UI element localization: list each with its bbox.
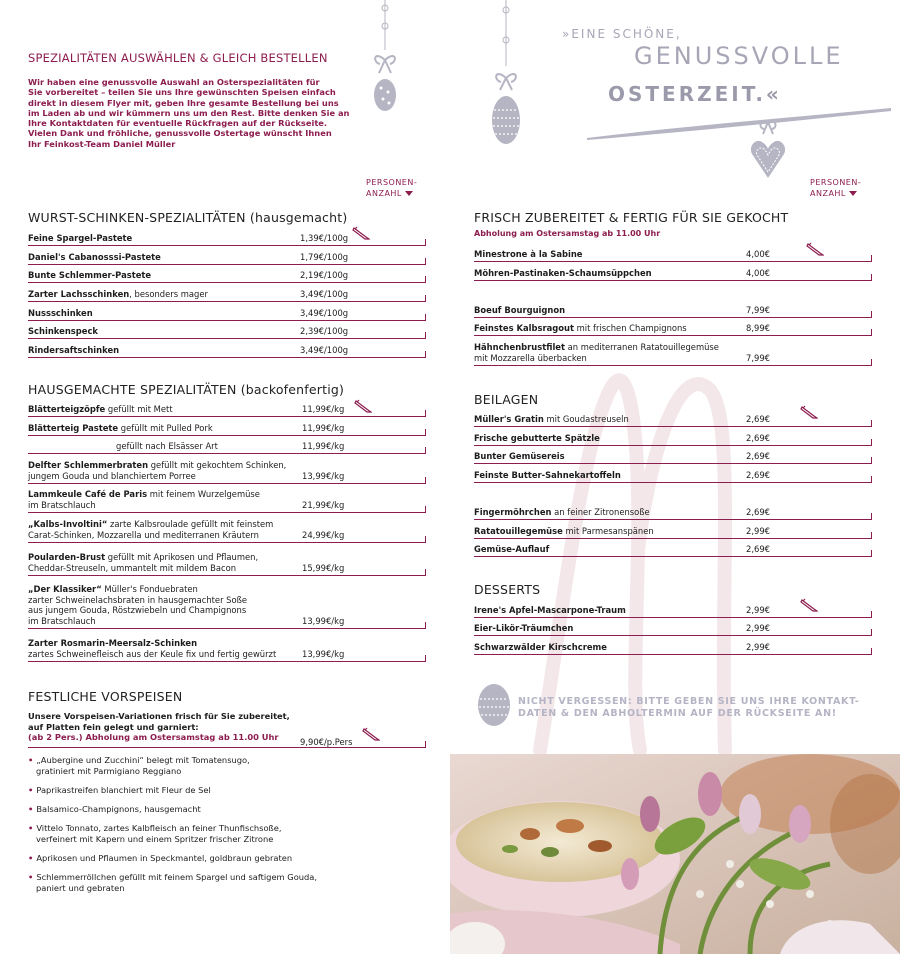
item-price: 2,99€ bbox=[746, 526, 770, 536]
list-item-text: Balsamico-Champignons, hausgemacht bbox=[36, 804, 201, 814]
order-line-tick bbox=[871, 359, 872, 366]
item-price: 2,99€ bbox=[746, 605, 770, 615]
order-line[interactable] bbox=[474, 556, 872, 557]
item-name-bold: Delfter Schlemmerbraten bbox=[28, 460, 149, 470]
item-name bbox=[474, 605, 626, 616]
pencil-icon bbox=[362, 727, 380, 741]
order-line-tick bbox=[425, 447, 426, 454]
personen-line1: PERSONEN- bbox=[366, 178, 418, 187]
list-item bbox=[28, 755, 250, 776]
item-price: 2,69€ bbox=[746, 470, 770, 480]
item-price: 2,99€ bbox=[746, 623, 770, 633]
item-name-bold: Bunte Schlemmer-Pastete bbox=[28, 270, 152, 280]
order-line-tick bbox=[871, 255, 872, 262]
item-name-bold: Zarter Rosmarin-Meersalz-Schinken bbox=[28, 638, 198, 648]
item-desc: an feiner Zitronensoße bbox=[551, 507, 650, 517]
order-line[interactable] bbox=[474, 654, 872, 655]
list-item-text: verfeinert mit Kapern und einem Spritzer frischer Zitrone bbox=[36, 833, 274, 844]
menu-item-row bbox=[474, 526, 872, 540]
order-line[interactable] bbox=[28, 661, 426, 662]
item-name bbox=[28, 638, 276, 659]
item-price: 4,00€ bbox=[746, 249, 770, 259]
order-line[interactable] bbox=[28, 357, 426, 358]
menu-item-row bbox=[28, 460, 426, 484]
item-price: 2,69€ bbox=[746, 414, 770, 424]
order-line[interactable] bbox=[28, 282, 426, 283]
item-name bbox=[474, 526, 654, 537]
menu-item-row bbox=[474, 623, 872, 637]
hanging-heart-ornament-icon bbox=[748, 118, 788, 182]
caret-down-icon bbox=[849, 191, 857, 196]
order-line-tick bbox=[871, 457, 872, 464]
item-desc-line2: Cheddar-Streuseln, ummantelt mit mildem Bacon bbox=[28, 562, 237, 573]
order-line-tick bbox=[425, 429, 426, 436]
item-name bbox=[28, 404, 173, 415]
item-name bbox=[474, 268, 652, 279]
order-line[interactable] bbox=[474, 463, 872, 464]
item-price: 2,69€ bbox=[746, 433, 770, 443]
menu-item-row bbox=[28, 270, 426, 284]
item-price: 7,99€ bbox=[746, 352, 770, 363]
order-line[interactable] bbox=[28, 453, 426, 454]
intro-text bbox=[28, 77, 358, 149]
order-line[interactable] bbox=[474, 261, 872, 262]
order-line[interactable] bbox=[474, 335, 872, 336]
item-name-bold: Blätterteig Pastete bbox=[28, 423, 119, 433]
item-price: 2,39€/100g bbox=[300, 326, 349, 336]
item-price: 21,99€/kg bbox=[302, 499, 345, 510]
bullet-icon: • bbox=[28, 804, 34, 814]
item-price: 13,99€/kg bbox=[302, 615, 345, 626]
menu-item-row bbox=[28, 326, 426, 340]
order-line-tick bbox=[871, 274, 872, 281]
menu-item-row bbox=[474, 451, 872, 465]
menu-item-row bbox=[474, 342, 872, 366]
item-name bbox=[116, 441, 218, 452]
section-title-beilagen: BEILAGEN bbox=[474, 392, 539, 407]
item-name bbox=[474, 623, 573, 634]
order-line-tick bbox=[425, 741, 426, 748]
item-name-bold: Lammkeule Café de Paris bbox=[28, 489, 148, 499]
item-name-bold: Rindersaftschinken bbox=[28, 345, 120, 355]
menu-item-row bbox=[28, 308, 426, 322]
order-line[interactable] bbox=[474, 280, 872, 281]
list-item bbox=[28, 823, 282, 844]
personen-anzahl-label-left bbox=[366, 177, 417, 199]
bullet-icon: • bbox=[28, 755, 34, 765]
quote-line3: OSTERZEIT.« bbox=[608, 82, 782, 106]
intro-line: im Laden ab und wir kümmern uns um den Rest. Bitte denken Sie an bbox=[28, 107, 350, 118]
item-name-bold: Schwarzwälder Kirschcreme bbox=[474, 642, 607, 652]
item-price: 2,99€ bbox=[746, 642, 770, 652]
menu-item-row bbox=[474, 507, 872, 521]
personen-line2-text: ANZAHL bbox=[366, 189, 402, 198]
item-name bbox=[28, 584, 247, 626]
order-line-tick bbox=[871, 439, 872, 446]
item-desc-line3: aus jungem Gouda, Röstzwiebeln und Champignons bbox=[28, 605, 247, 615]
menu-item-row bbox=[474, 268, 872, 282]
item-desc: mit frischen Champignons bbox=[573, 323, 687, 333]
bullet-icon: • bbox=[28, 823, 34, 833]
order-line-tick bbox=[871, 550, 872, 557]
section-title-desserts: DESSERTS bbox=[474, 582, 541, 597]
quote-line1: »EINE SCHÖNE, bbox=[562, 27, 682, 41]
item-name-bold: Fingermöhrchen bbox=[474, 507, 552, 517]
item-price: 2,69€ bbox=[746, 451, 770, 461]
menu-item-row bbox=[28, 233, 426, 247]
item-name-bold: Möhren-Pastinaken-Schaumsüppchen bbox=[474, 268, 652, 278]
item-name bbox=[28, 289, 208, 300]
item-name bbox=[28, 308, 93, 319]
item-name bbox=[28, 252, 161, 263]
vorspeisen-sub2: auf Platten fein gelegt und garniert: bbox=[28, 721, 199, 732]
item-price: 11,99€/kg bbox=[302, 423, 345, 433]
item-price: 4,00€ bbox=[746, 268, 770, 278]
item-desc-line2: zarter Schweinelachsbraten in hausgemachter Soße bbox=[28, 594, 248, 605]
intro-line: Ihre Kontaktdaten für eventuelle Rückfragen auf der Rückseite. bbox=[28, 118, 328, 129]
menu-item-row bbox=[28, 552, 426, 576]
item-name bbox=[28, 423, 213, 434]
intro-line: Vielen Dank und fröhliche, genussvolle Ostertage wünscht Ihnen bbox=[28, 128, 332, 139]
item-desc-line2: Carat-Schinken, Mozzarella und mediterranen Kräutern bbox=[28, 529, 259, 540]
item-name bbox=[474, 642, 607, 653]
section-title-frisch: FRISCH ZUBEREITET & FERTIG FÜR SIE GEKOCHT bbox=[474, 210, 789, 225]
item-name bbox=[28, 489, 260, 510]
vorspeisen-price: 9,90€/p.Pers bbox=[300, 737, 353, 747]
item-desc: gefüllt mit gekochtem Schinken, bbox=[148, 460, 287, 470]
order-line[interactable] bbox=[474, 365, 872, 366]
menu-item-row bbox=[474, 470, 872, 484]
order-line[interactable] bbox=[474, 538, 872, 539]
menu-item-row bbox=[474, 642, 872, 656]
item-desc: gefüllt nach Elsässer Art bbox=[116, 441, 218, 451]
order-line[interactable] bbox=[28, 320, 426, 321]
order-line-tick bbox=[425, 295, 426, 302]
item-price: 15,99€/kg bbox=[302, 562, 345, 573]
swoosh-decoration bbox=[585, 104, 895, 144]
order-line-tick bbox=[871, 311, 872, 318]
order-line[interactable] bbox=[474, 519, 872, 520]
list-item bbox=[28, 785, 211, 796]
order-line-tick bbox=[425, 655, 426, 662]
personen-anzahl-label-right bbox=[810, 177, 861, 199]
item-desc: an mediterranen Ratatouillegemüse bbox=[565, 342, 719, 352]
caret-down-icon bbox=[405, 191, 413, 196]
order-line-tick bbox=[425, 622, 426, 629]
personen-line2 bbox=[366, 188, 417, 199]
intro-line: Wir haben eine genussvolle Auswahl an Osterspezialitäten für bbox=[28, 77, 320, 87]
item-price: 13,99€/kg bbox=[302, 470, 345, 481]
bullet-icon: • bbox=[28, 785, 34, 795]
item-name-bold: Müller's Gratin bbox=[474, 414, 544, 424]
item-name-bold: Schinkenspeck bbox=[28, 326, 98, 336]
item-name-bold: Irene's Apfel-Mascarpone-Traum bbox=[474, 605, 626, 615]
frisch-pickup-note: Abholung am Ostersamstag ab 11.00 Uhr bbox=[474, 229, 661, 238]
order-line[interactable] bbox=[28, 301, 426, 302]
item-name-bold: Feine Spargel-Pastete bbox=[28, 233, 133, 243]
item-name bbox=[28, 345, 119, 356]
list-item-text: „Aubergine und Zucchini“ belegt mit Tomatensugo, bbox=[36, 755, 250, 765]
list-item bbox=[28, 804, 201, 815]
item-name-bold: Boeuf Bourguignon bbox=[474, 305, 566, 315]
item-price: 3,49€/100g bbox=[300, 308, 349, 318]
item-name bbox=[474, 451, 565, 462]
item-name-bold: Ratatouillegemüse bbox=[474, 526, 563, 536]
order-line-tick bbox=[871, 329, 872, 336]
intro-line: Ihr Feinkost-Team Daniel Müller bbox=[28, 138, 176, 149]
intro-line: direkt in diesem Flyer mit, geben Ihre gesamte Bestellung bei uns bbox=[28, 97, 339, 108]
item-desc: mit feinem Wurzelgemüse bbox=[147, 489, 260, 499]
menu-item-row bbox=[28, 404, 426, 418]
order-line[interactable] bbox=[28, 512, 426, 513]
menu-item-row bbox=[28, 638, 426, 662]
item-price: 7,99€ bbox=[746, 305, 770, 315]
menu-item-row bbox=[28, 252, 426, 266]
menu-item-row bbox=[28, 519, 426, 543]
order-line-tick bbox=[425, 569, 426, 576]
item-name-bold: Bunter Gemüsereis bbox=[474, 451, 565, 461]
order-line-tick bbox=[425, 536, 426, 543]
vorspeisen-sub1: Unsere Vorspeisen-Variationen frisch für Sie zubereitet, bbox=[28, 711, 290, 721]
order-line-tick bbox=[871, 476, 872, 483]
list-item-text: gratiniert mit Parmigiano Reggiano bbox=[36, 765, 182, 776]
order-line-tick bbox=[425, 258, 426, 265]
item-name bbox=[474, 305, 565, 316]
order-line-tick bbox=[425, 314, 426, 321]
item-price: 2,19€/100g bbox=[300, 270, 349, 280]
section-title-haus: HAUSGEMACHTE SPEZIALITÄTEN (backofenfertig) bbox=[28, 382, 345, 397]
item-desc: mit Parmesanspänen bbox=[562, 526, 654, 536]
item-name bbox=[474, 249, 582, 260]
quote-line2: GENUSSVOLLE bbox=[634, 42, 844, 70]
reminder-line2: DATEN & DEN ABHOLTERMIN AUF DER RÜCKSEITE AN! bbox=[518, 708, 837, 719]
personen-line2 bbox=[810, 188, 861, 199]
order-line-tick bbox=[425, 239, 426, 246]
order-line-tick bbox=[425, 332, 426, 339]
item-price: 11,99€/kg bbox=[302, 404, 345, 414]
item-price: 24,99€/kg bbox=[302, 529, 345, 540]
order-line-tick bbox=[871, 648, 872, 655]
order-line[interactable] bbox=[474, 445, 872, 446]
item-name bbox=[28, 326, 98, 337]
item-desc-line4: im Bratschlauch bbox=[28, 615, 96, 626]
menu-item-row bbox=[474, 249, 872, 263]
list-item bbox=[28, 853, 292, 864]
order-line-tick bbox=[425, 410, 426, 417]
item-name-bold: Gemüse-Auflauf bbox=[474, 544, 550, 554]
item-desc: gefüllt mit Pulled Pork bbox=[118, 423, 213, 433]
order-line[interactable] bbox=[474, 426, 872, 427]
item-name-bold: Daniel's Cabanosssi-Pastete bbox=[28, 252, 161, 262]
item-name-bold: Hähnchenbrustfilet bbox=[474, 342, 565, 352]
order-line[interactable] bbox=[28, 628, 426, 629]
item-name bbox=[28, 233, 132, 244]
item-name-bold: Frische gebutterte Spätzle bbox=[474, 433, 600, 443]
item-name-bold: Blätterteigzöpfe bbox=[28, 404, 106, 414]
item-name-bold: Feinstes Kalbsragout bbox=[474, 323, 574, 333]
order-line[interactable] bbox=[474, 635, 872, 636]
menu-item-row bbox=[28, 584, 426, 630]
order-line-tick bbox=[871, 532, 872, 539]
menu-item-row bbox=[474, 433, 872, 447]
list-item-text: Paprikastreifen blanchiert mit Fleur de Sel bbox=[36, 785, 211, 795]
order-line-tick bbox=[871, 611, 872, 618]
item-name-bold: Feinste Butter-Sahnekartoffeln bbox=[474, 470, 621, 480]
order-line[interactable] bbox=[28, 338, 426, 339]
item-price: 1,79€/100g bbox=[300, 252, 349, 262]
item-desc-line2: im Bratschlauch bbox=[28, 499, 96, 510]
item-name-bold: Zarter Lachsschinken bbox=[28, 289, 130, 299]
hanging-egg-ornament-icon bbox=[488, 0, 524, 155]
item-desc: mit Goudastreuseln bbox=[543, 414, 629, 424]
item-name-bold: „Kalbs-Involtini“ bbox=[28, 519, 108, 529]
menu-item-row bbox=[474, 323, 872, 337]
item-name bbox=[474, 414, 629, 425]
menu-item-row bbox=[28, 345, 426, 359]
list-item-text: Vittelo Tonnato, zartes Kalbfleisch an feiner Thunfischsoße, bbox=[36, 823, 282, 833]
order-line[interactable] bbox=[474, 617, 872, 618]
order-line-tick bbox=[871, 420, 872, 427]
hanging-egg-ornament-icon bbox=[368, 0, 404, 115]
item-name bbox=[28, 460, 286, 481]
menu-item-row bbox=[474, 414, 872, 428]
item-desc: , besonders mager bbox=[129, 289, 208, 299]
order-line[interactable] bbox=[28, 483, 426, 484]
item-name-bold: Minestrone à la Sabine bbox=[474, 249, 583, 259]
menu-item-row bbox=[28, 289, 426, 303]
order-line-tick bbox=[425, 351, 426, 358]
menu-item-row bbox=[474, 544, 872, 558]
order-line[interactable] bbox=[28, 747, 426, 748]
order-line[interactable] bbox=[28, 575, 426, 576]
menu-item-row bbox=[474, 305, 872, 319]
order-line-tick bbox=[425, 506, 426, 513]
item-name-bold: Poularden-Brust bbox=[28, 552, 106, 562]
personen-line1: PERSONEN- bbox=[810, 178, 862, 187]
intro-line: Sie vorbereitet – teilen Sie uns Ihre gewünschten Speisen einfach bbox=[28, 87, 336, 98]
order-line[interactable] bbox=[28, 264, 426, 265]
reminder-line1: NICHT VERGESSEN: BITTE GEBEN SIE UNS IHRE KONTAKT- bbox=[518, 696, 860, 707]
order-line-tick bbox=[871, 513, 872, 520]
item-desc: gefüllt mit Aprikosen und Pflaumen, bbox=[105, 552, 259, 562]
order-line[interactable] bbox=[28, 435, 426, 436]
item-price: 2,69€ bbox=[746, 544, 770, 554]
item-price: 3,49€/100g bbox=[300, 289, 349, 299]
item-name bbox=[474, 470, 621, 481]
list-item-text: Schlemmerröllchen gefüllt mit feinem Spargel und saftigem Gouda, bbox=[36, 872, 318, 882]
personen-line2-text: ANZAHL bbox=[810, 189, 846, 198]
order-line[interactable] bbox=[28, 542, 426, 543]
item-name-bold: „Der Klassiker“ bbox=[28, 584, 102, 594]
item-desc: zarte Kalbsroulade gefüllt mit feinstem bbox=[107, 519, 274, 529]
item-name bbox=[474, 544, 549, 555]
item-name bbox=[28, 270, 151, 281]
item-price: 3,49€/100g bbox=[300, 345, 349, 355]
bullet-icon: • bbox=[28, 872, 34, 882]
item-name bbox=[28, 519, 273, 540]
item-price: 1,39€/100g bbox=[300, 233, 349, 243]
bullet-icon: • bbox=[28, 853, 34, 863]
item-name-bold: Eier-Likör-Träumchen bbox=[474, 623, 574, 633]
section-title-wurst: WURST-SCHINKEN-SPEZIALITÄTEN (hausgemacht) bbox=[28, 210, 348, 225]
order-line[interactable] bbox=[474, 482, 872, 483]
menu-item-row bbox=[28, 489, 426, 513]
section-title-vorspeisen: FESTLICHE VORSPEISEN bbox=[28, 689, 183, 704]
egg-icon bbox=[476, 681, 512, 727]
item-desc: gefüllt mit Mett bbox=[105, 404, 173, 414]
menu-item-row bbox=[474, 605, 872, 619]
item-price: 2,69€ bbox=[746, 507, 770, 517]
order-line-tick bbox=[425, 477, 426, 484]
item-name bbox=[28, 552, 258, 573]
easter-food-photo bbox=[450, 754, 900, 954]
item-desc-line2: jungem Gouda und blanchiertem Porree bbox=[28, 470, 196, 481]
list-item-text: Aprikosen und Pflaumen in Speckmantel, goldbraun gebraten bbox=[36, 853, 293, 863]
item-desc: Müller's Fonduebraten bbox=[101, 584, 198, 594]
vorspeisen-pickup-note: (ab 2 Pers.) Abholung am Ostersamstag ab 11.00 Uhr bbox=[28, 732, 279, 742]
order-line[interactable] bbox=[474, 317, 872, 318]
order-line[interactable] bbox=[28, 245, 426, 246]
item-name bbox=[474, 507, 650, 518]
list-item-text: paniert und gebraten bbox=[36, 882, 125, 893]
menu-item-row bbox=[28, 441, 426, 455]
order-line-tick bbox=[425, 276, 426, 283]
item-name bbox=[474, 342, 719, 363]
order-line[interactable] bbox=[28, 416, 426, 417]
order-line-tick bbox=[871, 629, 872, 636]
item-name-bold: Nussschinken bbox=[28, 308, 93, 318]
item-name bbox=[474, 433, 600, 444]
item-price: 13,99€/kg bbox=[302, 648, 345, 659]
list-item bbox=[28, 872, 317, 893]
item-price: 8,99€ bbox=[746, 323, 770, 333]
item-price: 11,99€/kg bbox=[302, 441, 345, 451]
item-desc-line2: zartes Schweinefleisch aus der Keule fix und fertig gewürzt bbox=[28, 648, 277, 659]
intro-title: SPEZIALITÄTEN AUSWÄHLEN & GLEICH BESTELLEN bbox=[28, 51, 328, 65]
item-name bbox=[474, 323, 687, 334]
reminder-text bbox=[518, 696, 878, 720]
item-desc-line2: mit Mozzarella überbacken bbox=[474, 352, 587, 363]
menu-item-row bbox=[28, 423, 426, 437]
